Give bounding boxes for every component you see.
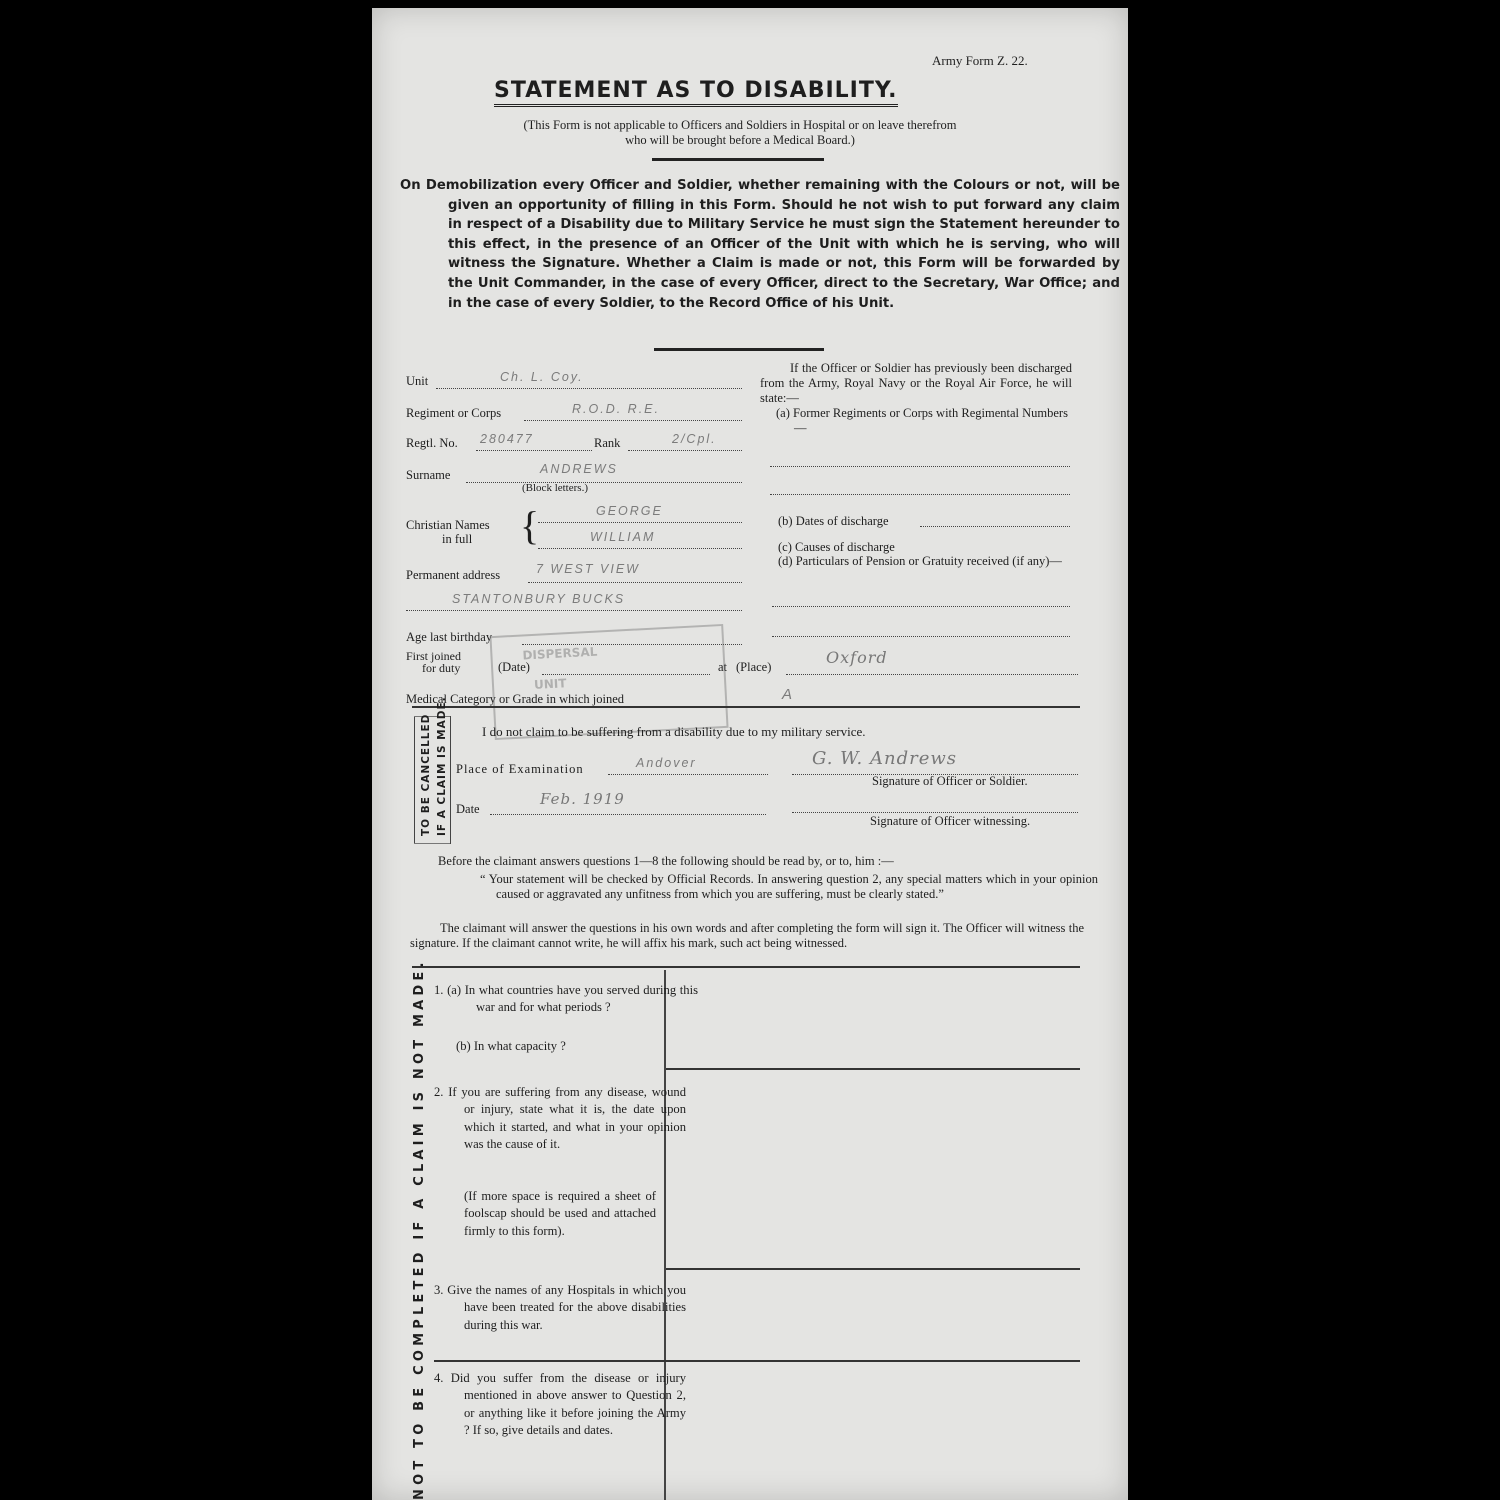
question-1b: (b) In what capacity ? <box>456 1039 566 1053</box>
previous-service-intro: If the Officer or Soldier has previously been discharged from the Army, Royal Navy or the Royal Air Force, he will state:— <box>760 361 1072 405</box>
christian-line-1 <box>538 522 742 523</box>
block-letters-note: (Block letters.) <box>522 482 588 494</box>
first-joined-line-2: for duty <box>422 661 461 675</box>
divider <box>652 158 824 161</box>
in-full-label: in full <box>442 532 473 546</box>
instructions-claimant: The claimant will answer the questions in his own words and after completing the form will sign it. The Officer will witness the signature. If the claimant cannot write, he will affix his mark, such act being witnessed. <box>410 921 1084 950</box>
first-joined-line-1: First joined <box>406 649 462 663</box>
cancel-label-2: IF A CLAIM IS MADE. <box>436 696 448 836</box>
at-label: at <box>718 660 728 674</box>
signature-soldier-value[interactable]: G. W. Andrews <box>812 748 957 769</box>
question-4: 4. Did you suffer from the disease or injury mentioned in above answer to Question 2, or anything like it before joining the Army ? If so, give details and dates. <box>434 1371 686 1438</box>
surname-line <box>466 482 742 483</box>
christian-value-2[interactable]: WILLIAM <box>590 530 656 544</box>
faded-stamp: DISPERSAL UNIT <box>489 624 728 740</box>
age-label: Age last birthday <box>406 630 493 644</box>
side-box-right <box>450 716 451 844</box>
instructions-before: Before the claimant answers questions 1—8 the following should be read by, or to, him :— <box>438 854 894 868</box>
rank-line <box>628 450 742 451</box>
cancel-label-1: TO BE CANCELLED <box>420 713 432 836</box>
rank-value[interactable]: 2/Cpl. <box>672 432 717 446</box>
medical-category-value[interactable]: A <box>782 686 795 703</box>
regiment-value[interactable]: R.O.D. R.E. <box>572 402 660 416</box>
pension-line-2 <box>772 636 1070 637</box>
regtl-no-line <box>476 450 592 451</box>
question-2-note: (If more space is required a sheet of foolscap should be used and attached firmly to this form). <box>464 1189 656 1238</box>
form-subtitle <box>460 118 1020 148</box>
signature-witness-label: Signature of Officer witnessing. <box>870 814 1031 828</box>
dates-of-discharge-line <box>920 526 1070 527</box>
question-2: 2. If you are suffering from any disease, wound or injury, state what it is, the date upon which it started, and what in your opinion was the cause of it. <box>434 1085 686 1152</box>
form-number: Army Form Z. 22. <box>932 53 1028 68</box>
pension-line-1 <box>772 606 1070 607</box>
subtitle-line-2: who will be brought before a Medical Board.) <box>625 133 855 147</box>
form-sheet <box>372 8 1128 1500</box>
questions-side-label: NOT TO BE COMPLETED IF A CLAIM IS NOT MADE. <box>412 958 427 1500</box>
surname-value[interactable]: ANDREWS <box>540 462 618 476</box>
regtl-no-value[interactable]: 280477 <box>480 432 534 446</box>
question-1a: 1. (a) In what countries have you served during this war and for what periods ? <box>434 983 698 1015</box>
christian-line-2 <box>538 548 742 549</box>
instructions-quote: “ Your statement will be checked by Official Records. In answering question 2, any special matters which in your opinion caused or aggravated any unfitness from which you are suffering, must be clearly stated.” <box>480 872 1098 901</box>
side-box-left <box>414 716 415 844</box>
address-label: Permanent address <box>406 568 501 582</box>
causes-of-discharge-label: (c) Causes of discharge <box>778 540 895 554</box>
regiment-line <box>524 420 742 421</box>
address-value-2[interactable]: STANTONBURY BUCKS <box>452 592 626 606</box>
questions-top-rule <box>412 966 1080 968</box>
brace: { <box>520 503 540 548</box>
form-title: STATEMENT AS TO DISABILITY. <box>494 78 898 107</box>
place-of-examination-value[interactable]: Andover <box>636 756 697 770</box>
address-value-1[interactable]: 7 WEST VIEW <box>536 562 640 576</box>
no-claim-statement: I do not claim to be suffering from a disability due to my military service. <box>482 724 866 739</box>
date-signed-label: Date <box>456 802 480 816</box>
divider <box>654 348 824 351</box>
place-of-examination-line <box>608 774 768 775</box>
first-joined-label <box>406 650 461 674</box>
surname-label: Surname <box>406 468 451 482</box>
question-3: 3. Give the names of any Hospitals in which you have been treated for the above disabilities during this war. <box>434 1283 686 1332</box>
answer-2-divider <box>666 1268 1080 1270</box>
former-regiments-line-2 <box>770 494 1070 495</box>
place-of-examination-label: Place of Examination <box>456 762 584 776</box>
unit-value[interactable]: Ch. L. Coy. <box>500 370 584 384</box>
address-line-2 <box>406 610 742 611</box>
regtl-no-label: Regtl. No. <box>406 436 458 450</box>
answer-3-divider <box>434 1360 1080 1362</box>
subtitle-line-1: (This Form is not applicable to Officers and Soldiers in Hospital or on leave therefrom <box>523 118 957 132</box>
date-signed-line <box>490 814 766 815</box>
previous-service-a: (a) Former Regiments or Corps with Regimental Numbers— <box>776 406 1068 435</box>
unit-label: Unit <box>406 374 429 388</box>
date-signed-value[interactable]: Feb. 1919 <box>540 790 625 808</box>
former-regiments-line-1 <box>770 466 1070 467</box>
place-value[interactable]: Oxford <box>826 648 888 667</box>
pension-label: (d) Particulars of Pension or Gratuity received (if any)— <box>778 554 1062 568</box>
address-line-1 <box>528 582 742 583</box>
christian-value-1[interactable]: GEORGE <box>596 504 663 518</box>
previous-service-block <box>760 361 1072 436</box>
answer-1-divider <box>666 1068 1080 1070</box>
rank-label: Rank <box>594 436 621 450</box>
section-divider <box>412 706 1080 708</box>
signature-soldier-label: Signature of Officer or Soldier. <box>872 774 1028 788</box>
place-line <box>786 674 1078 675</box>
regiment-label: Regiment or Corps <box>406 406 502 420</box>
side-box-bottom <box>414 843 450 844</box>
christian-names-label: Christian Names <box>406 518 490 532</box>
unit-line <box>436 388 742 389</box>
dates-of-discharge-label: (b) Dates of discharge <box>778 514 889 528</box>
signature-witness-line <box>792 812 1078 813</box>
date-label: (Date) <box>498 660 530 674</box>
intro-paragraph: On Demobilization every Officer and Soldier, whether remaining with the Colours or not, will be given an opportunity of filling in this Form. Should he not wish to put forward any claim in respect of a Disability due to Military Service he must sign the Statement hereunder to this effect, in the presence of an Officer of the Unit with which he is serving, who will witness the Signature. Whether a Claim is made or not, this Form will be forwarded by the Unit Commander, in the case of every Officer, direct to the Secretary, War Office; and in the case of every Soldier, to the Record Office of his Unit. <box>400 178 1120 311</box>
place-label: (Place) <box>736 660 772 674</box>
medical-category-label: Medical Category or Grade in which joined <box>406 692 624 706</box>
